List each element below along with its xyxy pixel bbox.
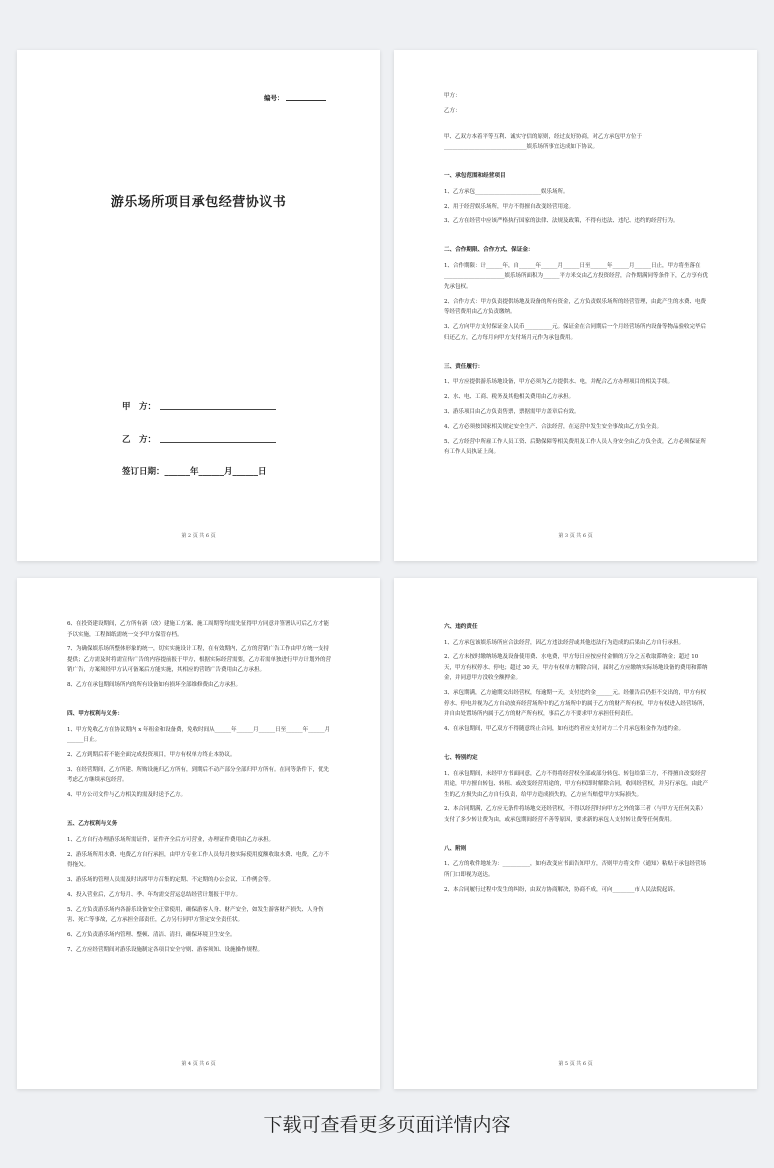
paragraph: 1、甲方应提供游乐场地设备，甲方必须为乙方提供水、电，并配合乙方办理项目的相关手续。 [444,379,674,386]
section-heading: 一、承包范围和经营项目 [444,173,506,180]
paragraph: 1、在承包期间，未经甲方书面同意，乙方不得将经营权全部或部分转包、转包给第三方，不得擅自改变经营用途，甲方擅自转包、转租、或改变经营用途的，甲方有权即时解除合同，收回经营权，并另行承包，由此产生的乙方损失由乙方自行负责，给甲方造成损失的，乙方应当赔偿甲方实际损失。 [444,770,709,798]
section-heading: 七、特别约定 [444,755,478,762]
paragraph: 3、在经营期间，乙方所建、所购设施归乙方所有，到期后不动产部分全部归甲方所有。在同等条件下，优先考虑乙方继续承包经营。 [67,766,330,784]
paragraph: 6、乙方负责游乐场内管理、整顿、清洁、清扫，确保环境卫生安全。 [67,932,236,939]
paragraph: 2、乙方到期后若不能全面完成投资项目，甲方有权单方终止本协议。 [67,752,236,759]
paragraph: 3、乙方向甲方支付保证金人民币__________元。保证金在合同期后一个月经营场所内设备等物品验收完毕后归还乙方，乙方每月向甲方支付场月元作为承包费用。 [444,324,707,341]
page-footer: 第 5 页 共 6 页 [558,1061,593,1067]
page-body [67,619,332,960]
section-heading: 三、责任履行： [444,363,484,370]
paragraph-spacer [444,830,709,841]
contract-number [264,93,326,102]
page-footer: 第 3 页 共 6 页 [558,533,593,539]
paragraph: 2、本合同期满，乙方应无条件将场地交还经营权，不得以经营时向甲方之外的第三者（与甲方无任何关系）支付了多少转让费为由，或承包期间经营不善等原因，要求新的承包人支付转让费等任何费用。 [444,806,707,823]
paragraph: 1、乙方承包________________________娱乐场所。 [444,188,569,195]
paragraph: 2、乙方未按时缴纳场地及设备使用费、水电费，甲方每日应按应付金额的万分之五收取滞纳金；超过 10 天，甲方有权停水、停电；超过 30 天，甲方有权单方解除合同，届时乙方应缴纳实际场地设备的费用和滞纳金，并同意甲方没收全额押金。 [444,654,708,682]
section-heading: 四、甲方权利与义务： [67,711,123,718]
paragraph-spacer [67,695,332,706]
paragraph: 4、甲方公司文件与乙方相关的需及时送予乙方。 [67,792,187,799]
paragraph-spacer [444,231,709,242]
paragraph: 6、在投资建设期间，乙方所有新（改）建施工方案、施工周期等均需先征得甲方同意并签署认可后乙方才能予以实施，工程图纸需统一交予甲方保管存档。 [67,621,330,638]
sign-date-line: 签订日期：______年______月______日 [122,467,267,477]
paragraph: 2、游乐场所用水费、电费乙方自行承担，由甲方专业工作人员每月按实际使用度额收取水费、电费，乙方不得拖欠。 [67,851,330,869]
paragraph-spacer [444,121,709,132]
party-b-blank [160,442,276,443]
paragraph: 1、乙方的收件地址为：__________，如有改变应书面告知甲方，否则甲方将文件（通知）粘贴于承包经营场所门口即视为送达。 [444,861,707,878]
party-b-label: 乙 方： [122,435,157,445]
paragraph-spacer [444,157,709,168]
paragraph-spacer [444,739,709,750]
document-page-3 [394,50,757,561]
contract-number-blank [286,100,326,101]
contract-number-label: 编号： [264,94,284,102]
paragraph: 3、游乐场的管理人员需及时出席甲方召集的定期、不定期的办公会议、工作例会等。 [67,877,275,884]
download-caption: 下载可查看更多页面详情内容 [263,1114,511,1136]
page-body [444,619,709,900]
paragraph: 2、合作方式：甲方负责提供场地及设备的所有资金，乙方负责娱乐场所的经营管理，由此产生的水费、电费等经营费用由乙方负责缴纳。 [444,298,707,316]
document-title: 游乐场所项目承包经营协议书 [110,195,287,210]
paragraph: 7、为确保娱乐场所整体形象的统一，切实实施设计工程，在有效期内，乙方的营销广告工作由甲方统一支持提供；乙方需及时将需宣传广告的内容提前报于甲方，根据实际经营需要，乙方若需单独进行甲方计划外的营销广告，方案须经甲方认可备案后方能实施，其相应的营销广告费用由乙方承担。 [67,646,332,674]
document-page-5 [394,578,757,1089]
paragraph: 4、投入营业后，乙方每月、季、年均需交营运总结经营计划报于甲方。 [67,891,242,898]
paragraph: 2、本合同履行过程中发生的纠纷，由双方协商解决，协商不成，可向________市人民法院起诉。 [444,886,679,893]
paragraph: 4、在承包期间，甲乙双方不得随意终止合同，如有违约者应支付对方二个月承包租金作为违约金。 [444,726,685,733]
paragraph: 7、乙方应经营期间对游乐设施制定各项目安全守则、游客须知、设施操作规程。 [67,947,264,954]
paragraph: 3、乙方在经营中应该严格执行国家的法律、法规及政策，不得有违法、违纪、违约的经营行为。 [444,218,679,225]
paragraph: 3、游乐项目由乙方负责售票，票据需甲方盖章后有效。 [444,408,580,415]
paragraph: 5、乙方负责游乐场内各游乐设备安全正常使用，确保游客人身、财产安全，如发生游客财产损失、人身伤害、死亡等事故，乙方承担全部责任，乙方另行同甲方签定安全责任状。 [67,906,324,924]
paragraph: 5、乙方经营中所雇工作人员工资、后勤保障等相关费用及工作人员人身安全由乙方负全责，乙方必须保证所有工作人员执证上岗。 [444,438,707,456]
paragraph: 1、甲方免收乙方在协议期内 x 年租金和设备费，免收时间从______年______月______日至______年______月______日止。 [67,726,331,744]
paragraph: 1、乙方承包该娱乐场所应合法经营，因乙方违法经营或其他违法行为造成的后果由乙方自行承担。 [444,639,685,646]
party-b-line [122,433,276,445]
section-heading: 六、违约责任 [444,624,478,630]
section-heading: 八、附则 [444,845,467,852]
paragraph: 2、用于经营娱乐场所，甲方不得擅自改变经营用途。 [444,203,575,210]
paragraph-spacer [67,805,332,816]
page-footer: 第 2 页 共 6 页 [181,533,216,539]
paragraph: 乙方： [444,107,461,114]
page-footer: 第 4 页 共 6 页 [181,1061,216,1067]
paragraph: 8、乙方在承包期间场所内的所有设备如有损坏全部维修费由乙方承担。 [67,682,242,689]
paragraph-spacer [444,348,709,359]
document-page-4 [17,578,380,1089]
document-page-cover [17,50,380,561]
paragraph: 甲、乙双方本着平等互利、诚实守信的原则，经过友好协商，对乙方承包甲方位于______________________________娱乐场所事宜达成如下协议。 [444,133,643,151]
section-heading: 二、合作期限、合作方式、保证金： [444,247,534,254]
paragraph: 2、水、电、工商、税务及其他相关费用由乙方承担。 [444,393,575,400]
paragraph: 甲方： [444,93,461,99]
paragraph: 1、合作期限：计______年，自______年______月______日至______年______月______日止，甲方将坐落在______________________娱乐场所面积为______平方米交由乙方投资经营，合作期满同等条件下，乙方享有优先承包权。 [444,262,709,290]
paragraph: 3、承包期满，乙方逾期交出经营权，每逾期一天，支付违约金______元。经催告后仍拒不交出的，甲方有权停水、停电并视为乙方自动放弃经营场所中的乙方场所中的属于乙方的财产所有权，甲方有权进入经营场所，并自由处置场所内属于乙方的财产所有权，事后乙方不要求甲方承担任何责任。 [444,690,709,718]
party-a-label: 甲 方： [122,402,157,412]
paragraph: 1、乙方自行办理游乐场所需证件，证件齐全后方可营业，办理证件费用由乙方承担。 [67,836,275,843]
party-a-blank [160,409,276,410]
party-a-line [122,400,276,412]
page-body [444,91,709,462]
section-heading: 五、乙方权利与义务 [67,821,118,828]
paragraph: 4、乙方必须按国家相关规定安全生产、合法经营，在运营中发生安全事故由乙方负全责。 [444,423,663,430]
